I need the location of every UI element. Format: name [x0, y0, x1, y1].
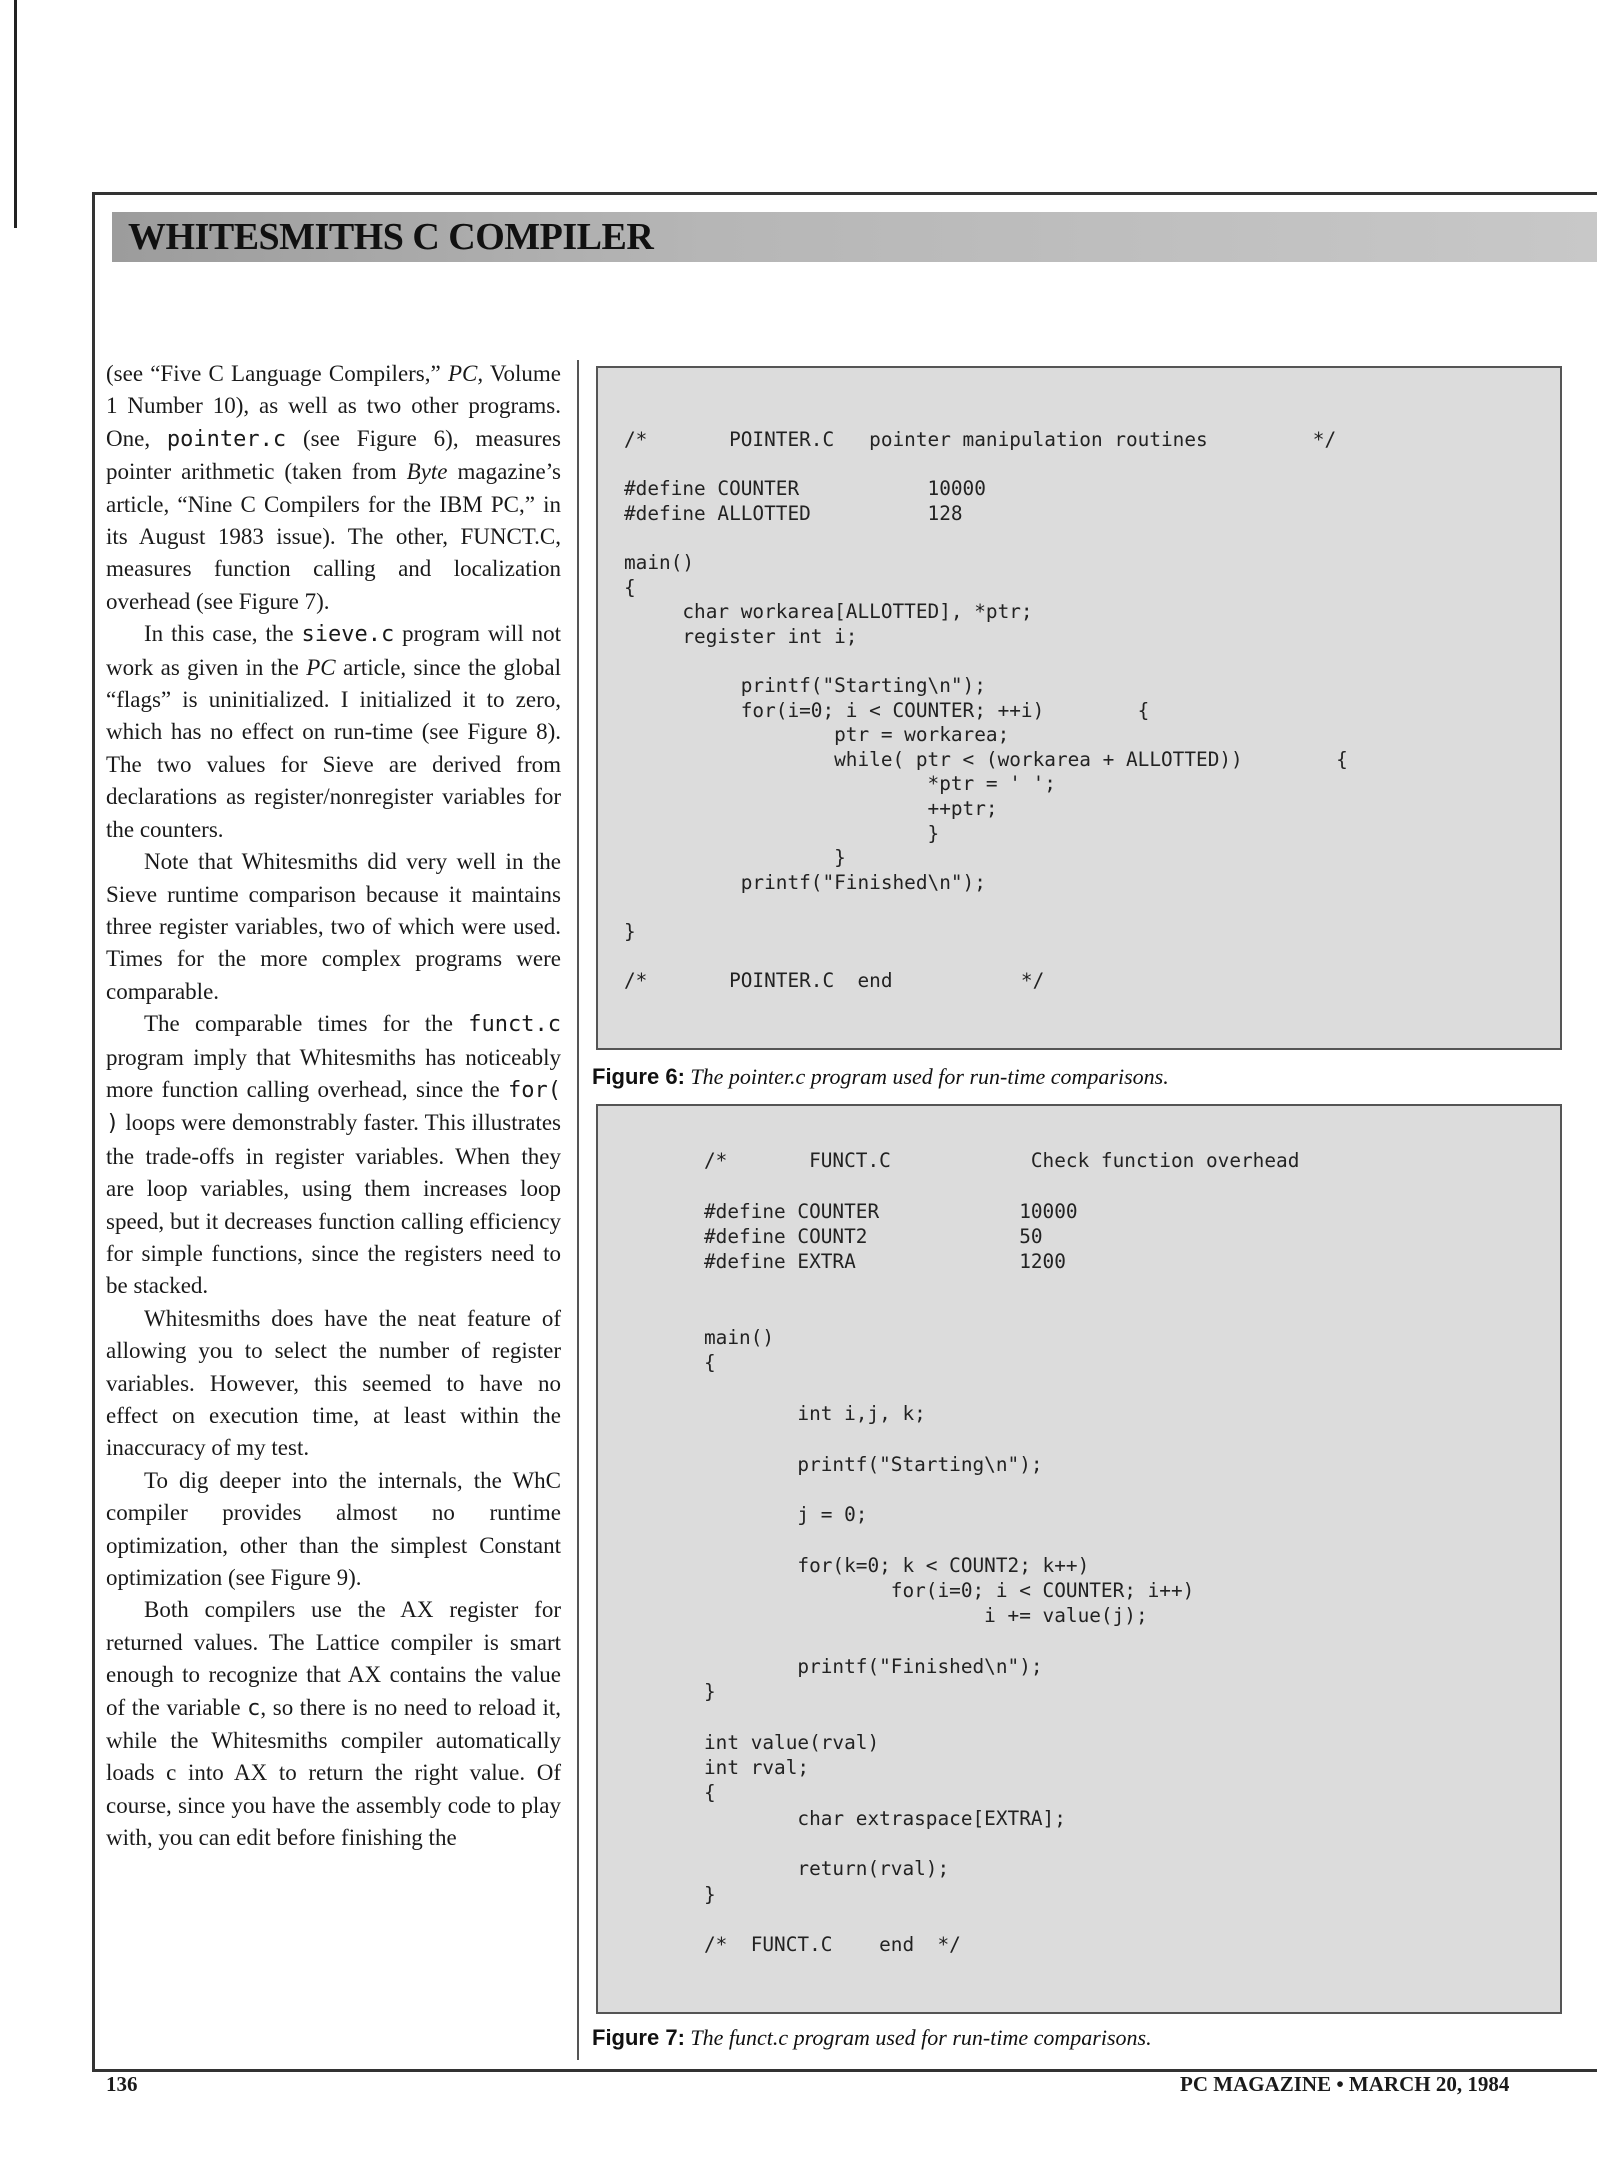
- paragraph: In this case, the sieve.c program will not work as given in the PC article, since the global “flags” is uninitialized. I initialized it to zero, which has no effect on run-time (see Figure 8). The two values for Sieve are derived from declarations as register/nonregister variables for the counters.: [106, 621, 562, 842]
- inline-code: pointer.c: [166, 426, 287, 452]
- figure-6-caption: [592, 1064, 1169, 1090]
- paragraph: To dig deeper into the internals, the WhC compiler provides almost no runtime optimization, other than the simplest Constant optimization (see Figure 9).: [106, 1467, 561, 1591]
- figure-6-code: /* POINTER.C pointer manipulation routines */ #define COUNTER 10000 #define ALLOTTED 128 main() { char workarea[ALLOTTED], *ptr; register int i; printf("Starting\n"); for(i=0; i < COUNTER; ++i) { ptr = workarea; while( ptr < (workarea + ALLOTTED)) { *ptr = ' '; ++ptr; } } printf("Finished\n"); } /* POINTER.C end */: [624, 428, 1348, 993]
- figure-7-label: Figure 7:: [592, 2025, 685, 2050]
- paragraph: The comparable times for the funct.c program imply that Whitesmiths has noticeably more function calling overhead, since the for( ) loops were demonstrably faster. This illustrates the trade-offs in register variables. When they are loop variables, using them increases loop speed, but it decreases function calling efficiency for simple functions, since the registers need to be stacked.: [106, 1011, 562, 1299]
- figure-7-caption: [592, 2025, 1152, 2051]
- figure-7-caption-text: The funct.c program used for run-time comparisons.: [690, 2025, 1152, 2050]
- figure-7-code: /* FUNCT.C Check function overhead #define COUNTER 10000 #define COUNT2 50 #define EXTRA 1200 main() { int i,j, k; printf("Starting\n"); j = 0; for(k=0; k < COUNT2; k++) for(i=0; i < COUNTER; i++) i += value(j); printf("Finished\n"); } int value(rval) int rval; { char extraspace[EXTRA]; return(rval); } /* FUNCT.C end */: [704, 1149, 1300, 1957]
- figure-6-caption-text: The pointer.c program used for run-time comparisons.: [690, 1064, 1169, 1089]
- figure-6-code-box: [596, 366, 1562, 1050]
- scan-edge-line: [14, 0, 17, 228]
- inline-code: funct.c: [468, 1012, 562, 1038]
- paragraph: Whitesmiths does have the neat feature of allowing you to select the number of register variables. However, this seemed to have no effect on execution time, at least within the inaccuracy of my test.: [106, 1305, 561, 1461]
- paragraph: Note that Whitesmiths did very well in the Sieve runtime comparison because it maintains three register variables, two of which were used. Times for the more complex programs were comparable.: [106, 849, 561, 1004]
- inline-code: for( ): [106, 1077, 561, 1137]
- article-column: [106, 358, 561, 1855]
- section-title: WHITESMITHS C COMPILER: [128, 216, 654, 258]
- inline-code: sieve.c: [301, 622, 395, 648]
- figure-6-label: Figure 6:: [592, 1064, 685, 1089]
- paragraph: (see “Five C Language Compilers,” PC, Volume 1 Number 10), as well as two other programs. One, pointer.c (see Figure 6), measures pointer arithmetic (taken from Byte magazine’s article, “Nine C Compilers for the IBM PC,” in its August 1983 issue). The other, FUNCT.C, measures function calling and localization overhead (see Figure 7).: [106, 361, 562, 614]
- paragraph: Both compilers use the AX register for returned values. The Lattice compiler is smart enough to recognize that AX contains the value of the variable c, so there is no need to reload it, while the Whitesmiths compiler automatically loads c into AX to return the right value. Of course, since you have the assembly code to play with, you can edit before finishing the: [106, 1597, 562, 1851]
- inline-code: c: [247, 1695, 261, 1721]
- column-divider: [577, 360, 579, 2060]
- running-footer: PC MAGAZINE • MARCH 20, 1984: [1180, 2072, 1510, 2096]
- page-number: 136: [106, 2072, 138, 2096]
- figure-7-code-box: [596, 1104, 1562, 2014]
